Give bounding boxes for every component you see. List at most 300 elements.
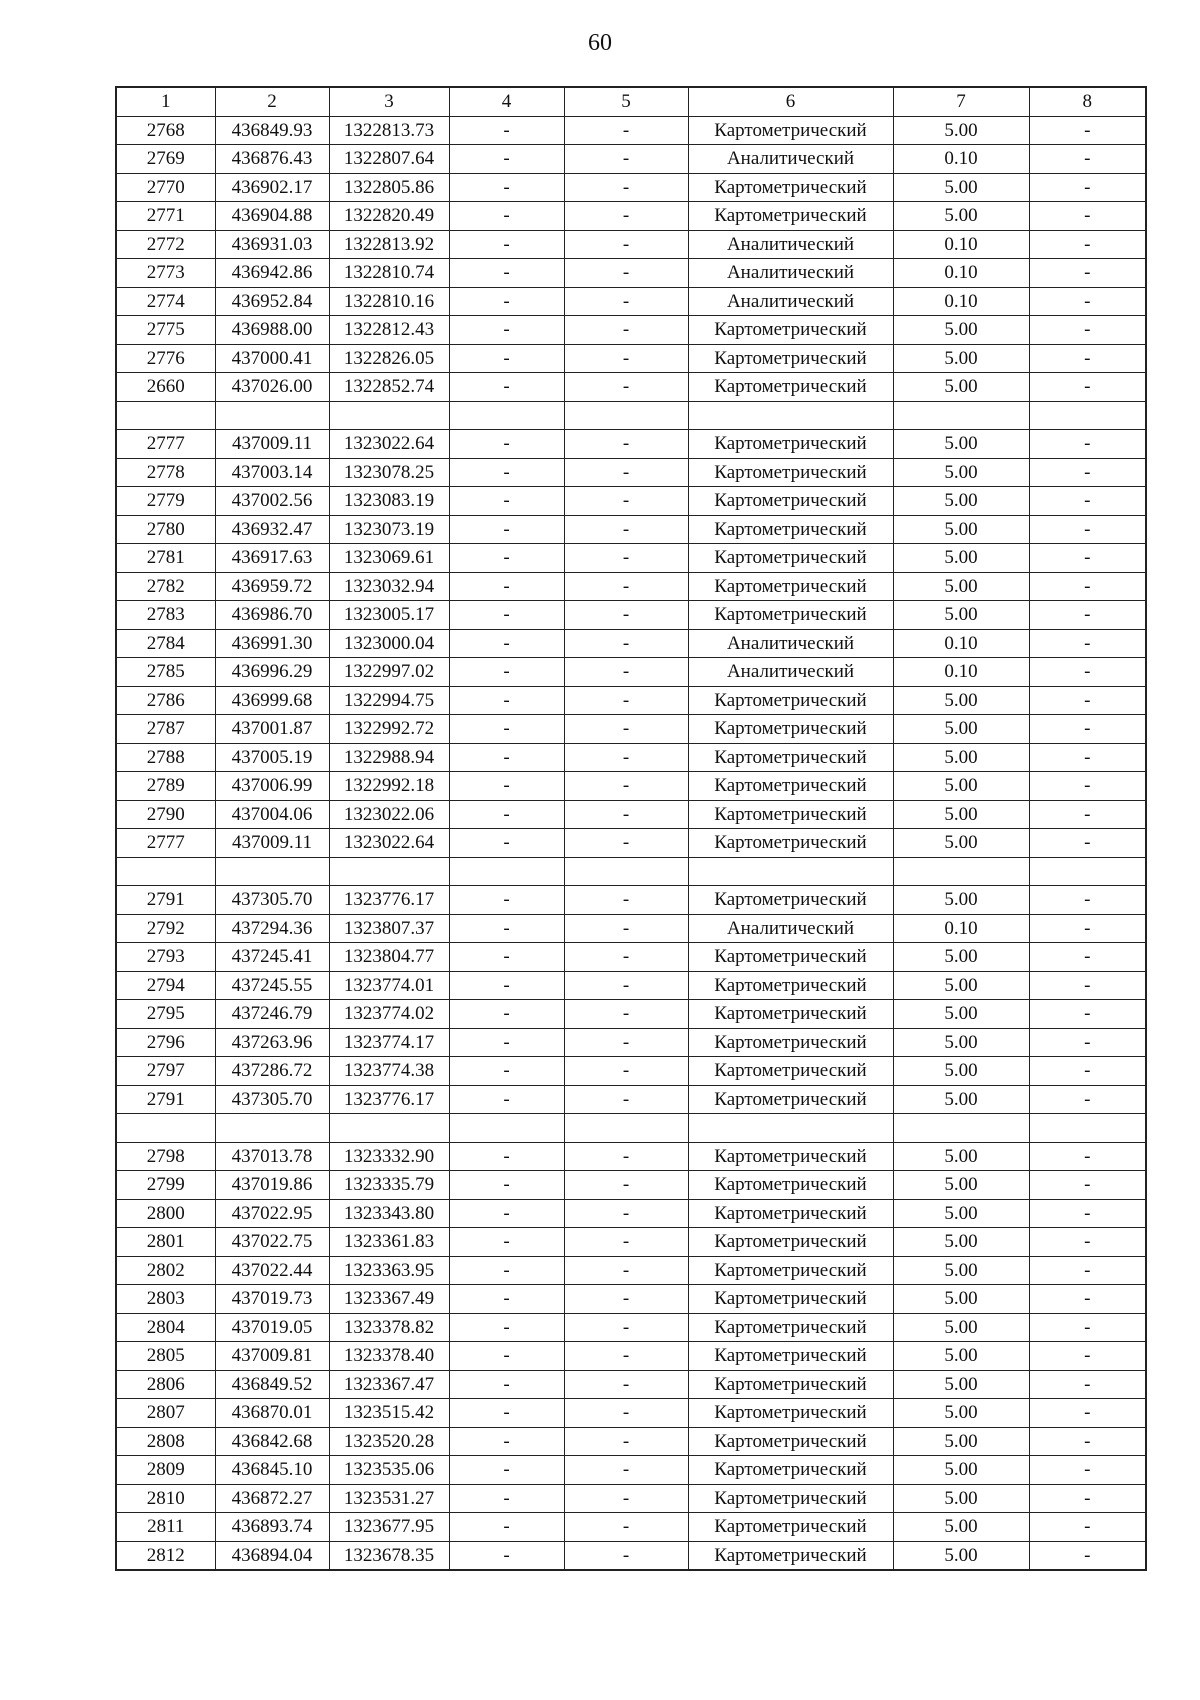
table-cell: 1323022.64 <box>329 829 449 858</box>
table-cell: 1322810.74 <box>329 259 449 288</box>
table-cell: 437026.00 <box>215 373 329 402</box>
table-cell: 1322992.18 <box>329 772 449 801</box>
table-row <box>116 658 1146 687</box>
table-cell: 5.00 <box>893 800 1029 829</box>
header-cell: 4 <box>449 87 564 116</box>
table-cell: Картометрический <box>688 829 893 858</box>
table-cell <box>564 401 688 430</box>
table-cell: - <box>564 145 688 174</box>
table-cell: Картометрический <box>688 458 893 487</box>
table-cell: - <box>1029 1256 1146 1285</box>
table-cell: 436932.47 <box>215 515 329 544</box>
table-cell: 437019.05 <box>215 1313 329 1342</box>
table-row <box>116 544 1146 573</box>
table-cell: - <box>1029 430 1146 459</box>
table-cell <box>688 1114 893 1143</box>
table-cell <box>1029 1114 1146 1143</box>
table-cell: - <box>1029 1399 1146 1428</box>
table-cell: Картометрический <box>688 1342 893 1371</box>
table-cell: 2769 <box>116 145 215 174</box>
table-cell: 436849.52 <box>215 1370 329 1399</box>
table-cell: - <box>564 1456 688 1485</box>
table-cell <box>215 401 329 430</box>
table-cell: 5.00 <box>893 1085 1029 1114</box>
table-cell: 5.00 <box>893 943 1029 972</box>
table-cell: - <box>564 1228 688 1257</box>
table-row <box>116 1484 1146 1513</box>
table-row <box>116 373 1146 402</box>
table-cell: - <box>449 1399 564 1428</box>
table-row <box>116 971 1146 1000</box>
table-cell: - <box>564 544 688 573</box>
table-cell: 5.00 <box>893 1171 1029 1200</box>
table-cell: - <box>564 373 688 402</box>
table-cell: Аналитический <box>688 629 893 658</box>
table-cell: Картометрический <box>688 572 893 601</box>
table-cell: - <box>564 116 688 145</box>
table-cell: 5.00 <box>893 1199 1029 1228</box>
table-cell: 1323022.64 <box>329 430 449 459</box>
table-cell: - <box>1029 629 1146 658</box>
table-cell: 2785 <box>116 658 215 687</box>
table-cell: - <box>1029 1342 1146 1371</box>
table-cell: 1322826.05 <box>329 344 449 373</box>
table-cell: 437245.55 <box>215 971 329 1000</box>
table-cell: - <box>564 202 688 231</box>
table-cell: - <box>449 601 564 630</box>
table-cell: 1323335.79 <box>329 1171 449 1200</box>
table-cell: 2798 <box>116 1142 215 1171</box>
table-cell: - <box>449 515 564 544</box>
table-body <box>116 116 1146 1570</box>
table-row <box>116 487 1146 516</box>
table-cell: 5.00 <box>893 316 1029 345</box>
table-cell <box>449 857 564 886</box>
table-cell: 5.00 <box>893 1057 1029 1086</box>
table-cell: 2788 <box>116 743 215 772</box>
table-row <box>116 1313 1146 1342</box>
table-cell <box>1029 857 1146 886</box>
table-cell: Картометрический <box>688 1000 893 1029</box>
table-cell: 5.00 <box>893 515 1029 544</box>
table-cell: - <box>564 344 688 373</box>
table-row <box>116 202 1146 231</box>
table-cell: - <box>564 1399 688 1428</box>
table-cell: 1323083.19 <box>329 487 449 516</box>
table-cell: - <box>1029 658 1146 687</box>
table-cell: 5.00 <box>893 1285 1029 1314</box>
table-cell: - <box>564 287 688 316</box>
table-cell: 5.00 <box>893 1541 1029 1570</box>
table-cell: - <box>564 1484 688 1513</box>
table-cell: 1323000.04 <box>329 629 449 658</box>
table-cell: 1322994.75 <box>329 686 449 715</box>
table-cell: 1323078.25 <box>329 458 449 487</box>
table-cell: 2808 <box>116 1427 215 1456</box>
table-cell: 2799 <box>116 1171 215 1200</box>
table-cell: 1322992.72 <box>329 715 449 744</box>
table-cell: - <box>449 1256 564 1285</box>
table-cell: - <box>564 886 688 915</box>
table-cell: Картометрический <box>688 1427 893 1456</box>
table-cell: 437305.70 <box>215 886 329 915</box>
table-cell: Картометрический <box>688 430 893 459</box>
table-cell: - <box>449 800 564 829</box>
table-cell: Аналитический <box>688 230 893 259</box>
table-cell: 5.00 <box>893 1513 1029 1542</box>
table-row <box>116 173 1146 202</box>
table-cell: Картометрический <box>688 1085 893 1114</box>
table-cell: - <box>1029 259 1146 288</box>
table-cell: 1323378.40 <box>329 1342 449 1371</box>
table-row <box>116 1427 1146 1456</box>
table-header-row <box>116 87 1146 116</box>
table-cell: - <box>564 686 688 715</box>
table-cell: - <box>449 544 564 573</box>
table-cell: - <box>449 572 564 601</box>
table-cell: 2784 <box>116 629 215 658</box>
table-cell: - <box>1029 1085 1146 1114</box>
table-cell: - <box>1029 1142 1146 1171</box>
table-cell: 436894.04 <box>215 1541 329 1570</box>
table-cell: 436931.03 <box>215 230 329 259</box>
table-cell: - <box>449 1342 564 1371</box>
table-cell: 0.10 <box>893 914 1029 943</box>
table-cell: - <box>449 316 564 345</box>
table-cell: 5.00 <box>893 1256 1029 1285</box>
table-row <box>116 943 1146 972</box>
table-cell: 0.10 <box>893 629 1029 658</box>
table-cell: Картометрический <box>688 515 893 544</box>
table-cell: 437294.36 <box>215 914 329 943</box>
table-row <box>116 1342 1146 1371</box>
table-separator-row <box>116 1114 1146 1143</box>
table-cell: 2770 <box>116 173 215 202</box>
table-cell: 1323678.35 <box>329 1541 449 1570</box>
table-cell: Картометрический <box>688 1057 893 1086</box>
table-cell: 436893.74 <box>215 1513 329 1542</box>
table-cell: 1322997.02 <box>329 658 449 687</box>
table-cell: Аналитический <box>688 658 893 687</box>
table-cell: - <box>449 1456 564 1485</box>
table-cell: - <box>449 629 564 658</box>
table-cell: - <box>449 287 564 316</box>
table-cell <box>449 401 564 430</box>
table-cell: - <box>1029 1370 1146 1399</box>
table-cell: 2793 <box>116 943 215 972</box>
table-cell: 2790 <box>116 800 215 829</box>
table-cell <box>1029 401 1146 430</box>
table-cell: - <box>449 658 564 687</box>
table-cell: Картометрический <box>688 1370 893 1399</box>
table-cell: - <box>1029 373 1146 402</box>
table-cell: 5.00 <box>893 544 1029 573</box>
table-cell: 5.00 <box>893 601 1029 630</box>
table-cell: 2774 <box>116 287 215 316</box>
table-row <box>116 259 1146 288</box>
table-cell: - <box>449 886 564 915</box>
table-row <box>116 914 1146 943</box>
table-cell: 437000.41 <box>215 344 329 373</box>
table-cell: 5.00 <box>893 487 1029 516</box>
table-cell: 437022.95 <box>215 1199 329 1228</box>
table-cell: - <box>564 1085 688 1114</box>
table-cell: - <box>1029 943 1146 972</box>
table-cell: - <box>564 1427 688 1456</box>
table-cell: - <box>564 316 688 345</box>
table-cell: - <box>564 1513 688 1542</box>
table-cell: 2792 <box>116 914 215 943</box>
table-cell: Картометрический <box>688 743 893 772</box>
table-cell: - <box>1029 344 1146 373</box>
table-cell: Картометрический <box>688 1541 893 1570</box>
table-cell: 437013.78 <box>215 1142 329 1171</box>
table-cell <box>564 857 688 886</box>
table-cell: - <box>1029 572 1146 601</box>
table-cell: - <box>1029 544 1146 573</box>
table-cell: - <box>564 458 688 487</box>
table-cell: Картометрический <box>688 1484 893 1513</box>
table-cell: - <box>1029 601 1146 630</box>
table-cell: - <box>564 515 688 544</box>
table-cell: - <box>1029 1171 1146 1200</box>
table-cell: - <box>1029 772 1146 801</box>
table-cell: 5.00 <box>893 1456 1029 1485</box>
table-cell: 1322852.74 <box>329 373 449 402</box>
table-cell: 1323774.38 <box>329 1057 449 1086</box>
table-cell: - <box>449 772 564 801</box>
table-cell: 2805 <box>116 1342 215 1371</box>
table-cell: Картометрический <box>688 1142 893 1171</box>
table-row <box>116 572 1146 601</box>
table-cell: 2812 <box>116 1541 215 1570</box>
table-cell: 437263.96 <box>215 1028 329 1057</box>
table-cell: 2775 <box>116 316 215 345</box>
table-cell: - <box>449 1199 564 1228</box>
table-cell: Картометрический <box>688 316 893 345</box>
table-cell: - <box>449 971 564 1000</box>
table-separator-row <box>116 401 1146 430</box>
header-cell: 7 <box>893 87 1029 116</box>
table-cell: - <box>564 430 688 459</box>
table-row <box>116 1399 1146 1428</box>
table-cell: 2800 <box>116 1199 215 1228</box>
table-cell: - <box>564 1057 688 1086</box>
table-cell: - <box>564 1142 688 1171</box>
table-cell: 5.00 <box>893 1142 1029 1171</box>
table-cell: 2811 <box>116 1513 215 1542</box>
table-row <box>116 800 1146 829</box>
table-cell: 2780 <box>116 515 215 544</box>
table-cell: 5.00 <box>893 971 1029 1000</box>
table-cell: Картометрический <box>688 344 893 373</box>
table-row <box>116 287 1146 316</box>
table-row <box>116 743 1146 772</box>
table-row <box>116 1171 1146 1200</box>
table-cell: - <box>1029 1313 1146 1342</box>
table-cell: 2777 <box>116 430 215 459</box>
table-cell: Картометрический <box>688 544 893 573</box>
table-cell <box>893 401 1029 430</box>
table-cell: - <box>449 230 564 259</box>
table-cell: 1322812.43 <box>329 316 449 345</box>
table-cell: - <box>449 1028 564 1057</box>
table-cell: - <box>1029 1028 1146 1057</box>
table-cell: 1323520.28 <box>329 1427 449 1456</box>
table-cell: - <box>564 1199 688 1228</box>
table-cell: 2795 <box>116 1000 215 1029</box>
table-cell <box>893 857 1029 886</box>
table-cell: 2777 <box>116 829 215 858</box>
header-cell: 6 <box>688 87 893 116</box>
table-row <box>116 458 1146 487</box>
table-cell: Картометрический <box>688 1513 893 1542</box>
table-cell: - <box>564 572 688 601</box>
table-cell: - <box>564 1370 688 1399</box>
table-row <box>116 1057 1146 1086</box>
table-cell: 1323677.95 <box>329 1513 449 1542</box>
table-cell <box>893 1114 1029 1143</box>
table-cell: - <box>564 629 688 658</box>
table-cell <box>329 401 449 430</box>
table-cell: 437305.70 <box>215 1085 329 1114</box>
table-cell: 2802 <box>116 1256 215 1285</box>
table-cell: 0.10 <box>893 259 1029 288</box>
table-cell: 437009.81 <box>215 1342 329 1371</box>
table-row <box>116 430 1146 459</box>
table-cell: - <box>449 743 564 772</box>
table-cell: - <box>564 658 688 687</box>
table-cell: Картометрический <box>688 601 893 630</box>
table-row <box>116 344 1146 373</box>
table-cell: 2776 <box>116 344 215 373</box>
table-cell <box>116 857 215 886</box>
table-cell: - <box>449 943 564 972</box>
table-cell: - <box>564 230 688 259</box>
table-row <box>116 715 1146 744</box>
table-cell: 1323774.01 <box>329 971 449 1000</box>
table-cell: - <box>564 743 688 772</box>
table-cell: 436952.84 <box>215 287 329 316</box>
table-cell: 2783 <box>116 601 215 630</box>
table-cell: 1323776.17 <box>329 886 449 915</box>
table-cell: 437009.11 <box>215 430 329 459</box>
table-cell: 1323774.17 <box>329 1028 449 1057</box>
table-cell: 436917.63 <box>215 544 329 573</box>
page-number: 60 <box>588 30 612 56</box>
table-cell: 5.00 <box>893 1000 1029 1029</box>
table-cell: - <box>449 373 564 402</box>
table-cell: 436845.10 <box>215 1456 329 1485</box>
table-row <box>116 1456 1146 1485</box>
table-cell: Картометрический <box>688 715 893 744</box>
table-cell: 5.00 <box>893 1370 1029 1399</box>
table-cell: 5.00 <box>893 1313 1029 1342</box>
table-cell: Картометрический <box>688 686 893 715</box>
table-cell: - <box>564 259 688 288</box>
table-row <box>116 772 1146 801</box>
table-cell: - <box>564 1171 688 1200</box>
table-cell: - <box>449 1171 564 1200</box>
table-cell <box>215 1114 329 1143</box>
table-cell <box>688 401 893 430</box>
table-cell: 2810 <box>116 1484 215 1513</box>
table-cell: 2771 <box>116 202 215 231</box>
table-row <box>116 1541 1146 1570</box>
table-cell: 5.00 <box>893 886 1029 915</box>
table-cell: Картометрический <box>688 1399 893 1428</box>
table-cell: - <box>449 715 564 744</box>
table-cell: - <box>449 1285 564 1314</box>
table-cell: 1323343.80 <box>329 1199 449 1228</box>
table-cell: 2807 <box>116 1399 215 1428</box>
table-cell: 2789 <box>116 772 215 801</box>
table-cell: - <box>449 344 564 373</box>
table-cell: 437286.72 <box>215 1057 329 1086</box>
table-cell: - <box>564 914 688 943</box>
table-cell: 1323005.17 <box>329 601 449 630</box>
table-cell: - <box>1029 1513 1146 1542</box>
table-cell: - <box>449 145 564 174</box>
table-cell: - <box>449 202 564 231</box>
table-cell: - <box>564 1342 688 1371</box>
table-cell: - <box>564 1313 688 1342</box>
table-cell: 5.00 <box>893 202 1029 231</box>
table-cell: Аналитический <box>688 259 893 288</box>
table-cell: 437004.06 <box>215 800 329 829</box>
table-cell: - <box>564 173 688 202</box>
table-cell: 1323361.83 <box>329 1228 449 1257</box>
table-cell: 2781 <box>116 544 215 573</box>
header-cell: 2 <box>215 87 329 116</box>
table-cell: 2801 <box>116 1228 215 1257</box>
table-cell: 1323535.06 <box>329 1456 449 1485</box>
table-cell: 5.00 <box>893 1484 1029 1513</box>
table-cell: - <box>449 1228 564 1257</box>
table-cell: - <box>564 800 688 829</box>
table-row <box>116 1028 1146 1057</box>
table-cell: - <box>564 1028 688 1057</box>
table-cell: - <box>1029 458 1146 487</box>
table-cell: 5.00 <box>893 686 1029 715</box>
table-cell: - <box>1029 1456 1146 1485</box>
table-cell: - <box>449 1057 564 1086</box>
table-cell: 436904.88 <box>215 202 329 231</box>
table-cell: - <box>1029 800 1146 829</box>
table-cell: - <box>1029 715 1146 744</box>
table-cell: Картометрический <box>688 173 893 202</box>
table-row <box>116 116 1146 145</box>
table-cell: - <box>1029 914 1146 943</box>
table-cell: 5.00 <box>893 373 1029 402</box>
table-cell <box>116 1114 215 1143</box>
table-cell: - <box>1029 886 1146 915</box>
table-row <box>116 829 1146 858</box>
table-row <box>116 515 1146 544</box>
table-cell: 437002.56 <box>215 487 329 516</box>
table-row <box>116 145 1146 174</box>
table-cell <box>564 1114 688 1143</box>
table-cell: 436870.01 <box>215 1399 329 1428</box>
table-cell: 1322805.86 <box>329 173 449 202</box>
table-cell: 5.00 <box>893 430 1029 459</box>
table-cell: Картометрический <box>688 772 893 801</box>
table-cell: 1323367.49 <box>329 1285 449 1314</box>
table-cell: - <box>449 829 564 858</box>
table-cell: Картометрический <box>688 1256 893 1285</box>
table-row <box>116 686 1146 715</box>
table-cell: 436902.17 <box>215 173 329 202</box>
